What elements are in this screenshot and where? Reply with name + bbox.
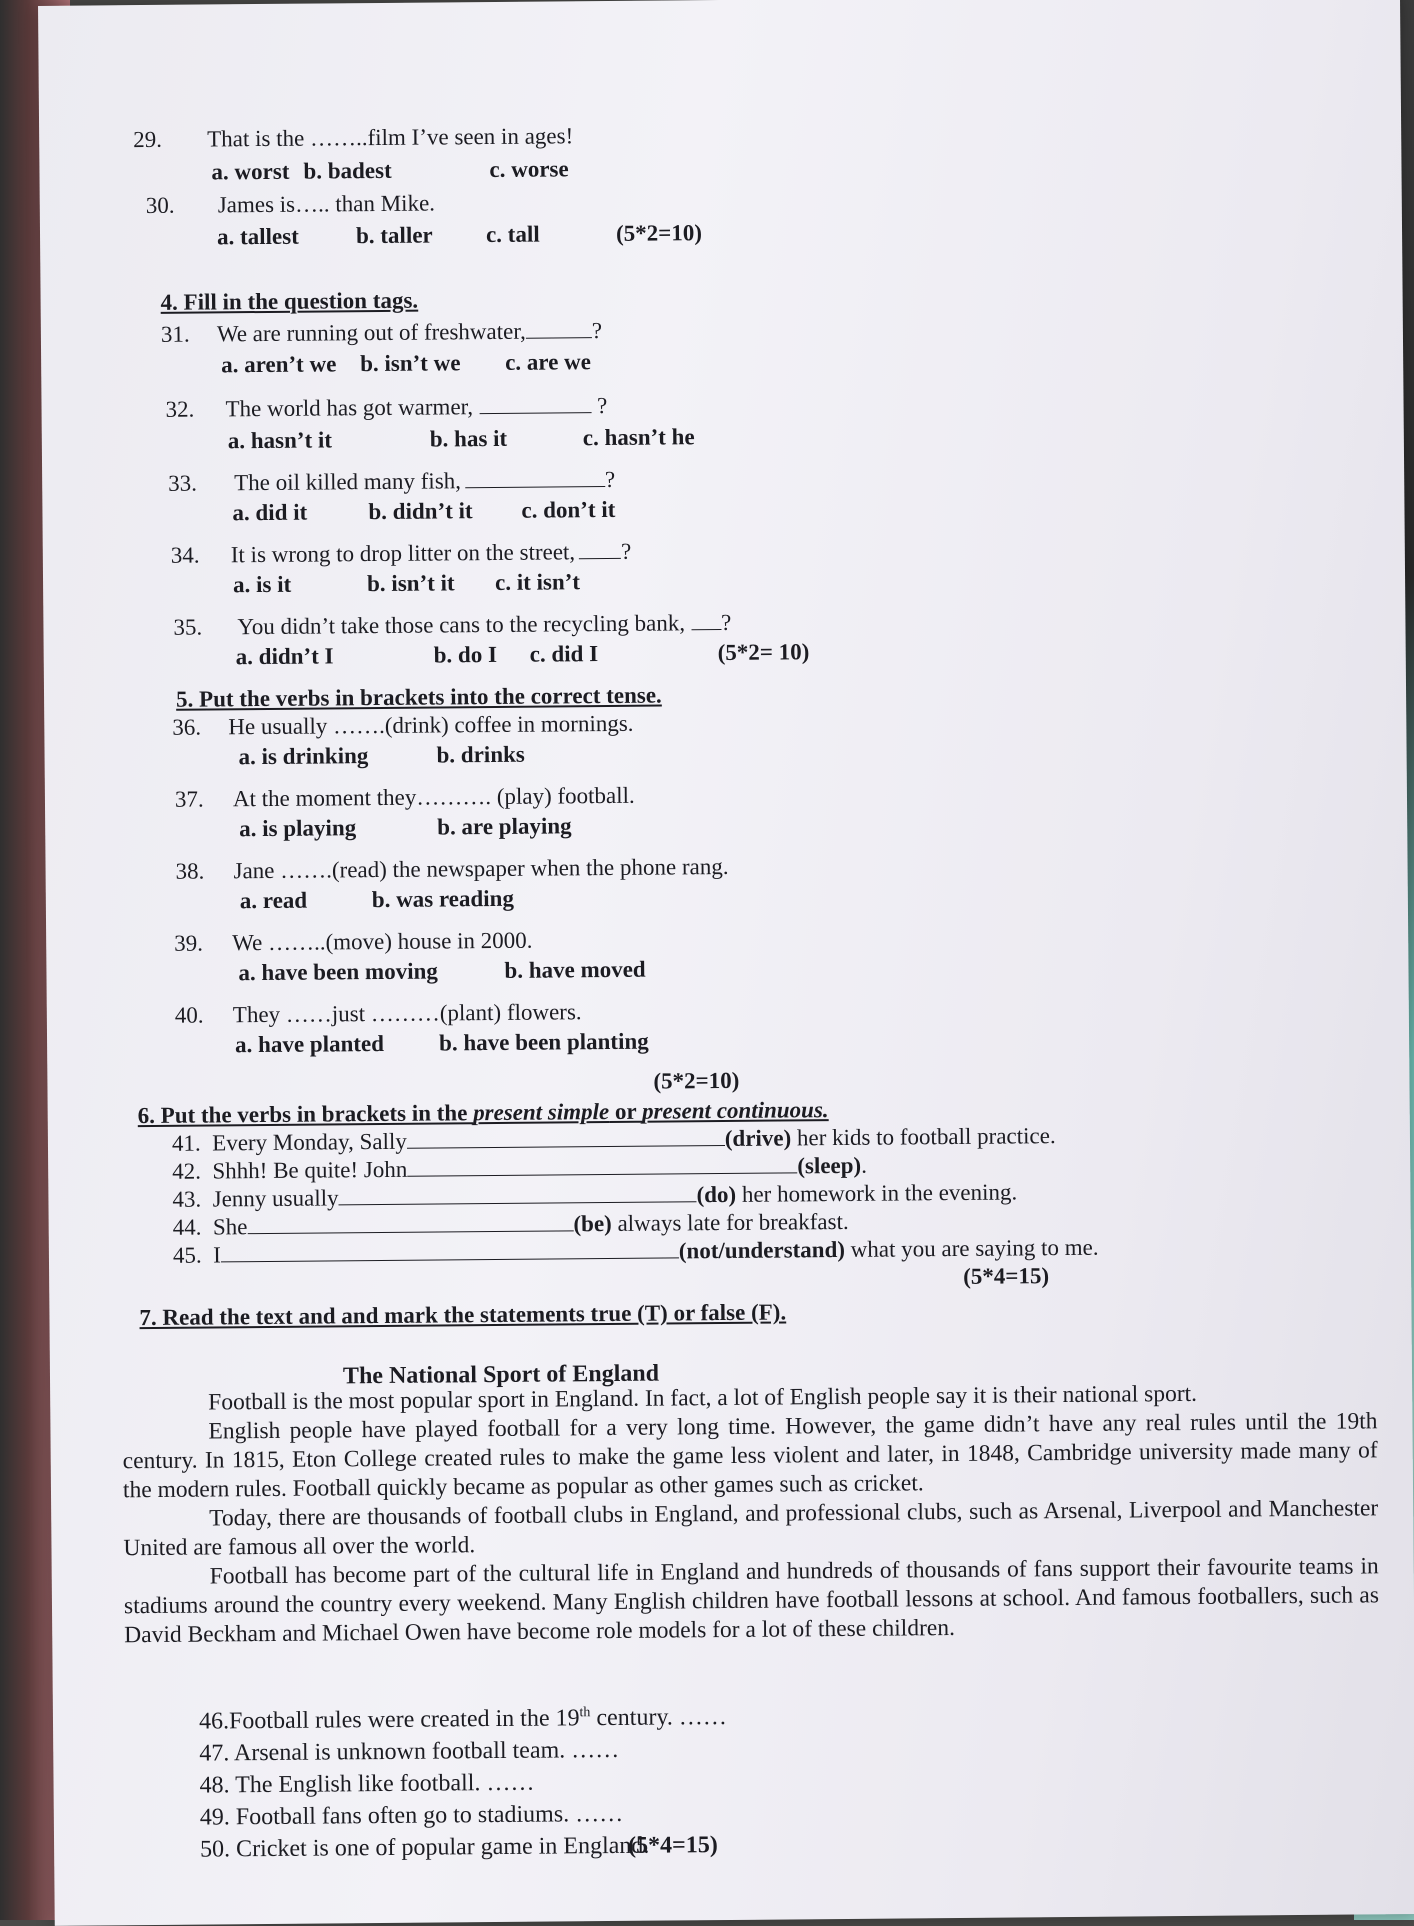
question-number: 37. — [174, 786, 204, 812]
option: b. badest — [303, 157, 392, 184]
question-stem: James is….. than Mike. — [217, 190, 436, 218]
option: a. is drinking — [238, 743, 369, 770]
fill-item: 45. I (not/understand) what you are saying to me. — [172, 1234, 1099, 1268]
option: a. hasn’t it — [227, 427, 333, 454]
passage-title: The National Sport of England — [342, 1360, 660, 1390]
option: a. did it — [232, 499, 308, 526]
option: a. is it — [232, 571, 292, 598]
score-label: (5*2= 10) — [717, 639, 810, 666]
score-label: (5*2=10) — [653, 1067, 740, 1094]
passage-paragraph: Football is the most popular sport in England. In fact, a lot of English people say it is their national sport. — [208, 1380, 1198, 1416]
question-number: 34. — [170, 542, 200, 568]
option: b. isn’t we — [360, 350, 461, 377]
section-4-heading: 4. Fill in the question tags. — [160, 287, 419, 315]
question-stem: Jane …….(read) the newspaper when the phone rang. — [233, 853, 729, 884]
section-5-heading: 5. Put the verbs in brackets into the correct tense. — [175, 682, 662, 712]
reading-passage — [122, 1378, 1379, 1650]
answer-blank[interactable] — [526, 317, 592, 339]
option: c. hasn’t he — [582, 424, 695, 451]
question-number: 31. — [160, 321, 190, 347]
question-stem: They ……just ………(plant) flowers. — [232, 999, 582, 1028]
option: b. are playing — [437, 813, 572, 840]
question-number: 39. — [174, 930, 204, 956]
option: c. tall — [485, 221, 540, 248]
option: b. have moved — [504, 956, 646, 983]
statement-item: 48. The English like football. …… — [199, 1769, 535, 1799]
fill-item: 42. Shhh! Be quite! John (sleep). — [172, 1152, 868, 1184]
answer-blank[interactable] — [221, 1237, 679, 1262]
question-stem: At the moment they………. (play) football. — [232, 782, 635, 812]
statement-item: 47. Arsenal is unknown football team. …… — [199, 1736, 620, 1767]
answer-blank[interactable] — [407, 1125, 725, 1149]
answer-blank[interactable] — [479, 392, 591, 414]
option: b. drinks — [436, 741, 525, 768]
answer-blank[interactable] — [247, 1210, 573, 1234]
option: b. have been planting — [438, 1028, 649, 1056]
option: b. isn’t it — [366, 570, 455, 597]
question-stem: The world has got warmer, ? — [225, 392, 608, 422]
question-number: 35. — [173, 614, 203, 640]
question-number: 40. — [174, 1002, 204, 1028]
fill-item: 43. Jenny usually (do) her homework in the evening. — [172, 1179, 1018, 1212]
answer-blank[interactable] — [465, 466, 605, 488]
option: b. didn’t it — [368, 498, 473, 525]
option: a. aren’t we — [221, 351, 337, 378]
question-number: 38. — [175, 858, 205, 884]
question-number: 36. — [172, 714, 202, 740]
answer-blank[interactable] — [579, 538, 621, 559]
option: b. taller — [355, 222, 433, 249]
question-stem: He usually …….(drink) coffee in mornings. — [228, 710, 634, 740]
question-stem: We are running out of freshwater, ? — [216, 318, 603, 347]
exam-sheet — [38, 0, 1414, 1926]
sheet-content — [38, 0, 1414, 1926]
statement-item: 50. Cricket is one of popular game in England. — [200, 1832, 650, 1863]
option: b. has it — [429, 425, 508, 452]
answer-blank[interactable] — [338, 1181, 696, 1205]
option: a. have planted — [234, 1030, 385, 1058]
option: a. didn’t I — [235, 643, 334, 670]
score-label: (5*4=15) — [963, 1263, 1050, 1289]
fill-item: 44. She (be) always late for breakfast. — [172, 1208, 849, 1240]
question-stem: That is the ……..film I’ve seen in ages! — [207, 123, 574, 152]
question-number: 30. — [145, 192, 175, 219]
option: c. did I — [529, 641, 599, 667]
question-stem: You didn’t take those cans to the recycling bank, ? — [237, 609, 732, 640]
question-number: 33. — [168, 470, 198, 496]
passage-paragraph: Today, there are thousands of football clubs in England, and professional clubs, such as Arsenal, Liverpool and Manchester United are famous all over the world. — [123, 1495, 1379, 1562]
passage-paragraph: Football has become part of the cultural life in England and hundreds of thousands of fans support their favourite teams in stadiums around the country every weekend. Many English children have football lessons at school. And famous footballers, such as David Beckham and Michael Owen have become role models for a lot of these children. — [123, 1553, 1380, 1649]
option: c. are we — [505, 349, 592, 375]
option: a. have been moving — [238, 958, 438, 986]
option: a. worst — [211, 158, 290, 185]
statement-item: 49. Football fans often go to stadiums. …… — [199, 1800, 624, 1831]
option: b. do I — [433, 641, 498, 668]
question-number: 29. — [133, 126, 163, 153]
passage-paragraph: English people have played football for a very long time. However, the game didn’t have any real rules until the 19th century. In 1815, Eton College created rules to make the game less violent and later, in 1848, Cambridge university made many of the modern rules. Football quickly became as popular as other games such as cricket. — [122, 1408, 1378, 1504]
section-7-heading: 7. Read the text and and mark the statements true (T) or false (F). — [139, 1299, 787, 1331]
option: a. read — [239, 887, 308, 914]
section-6-heading: 6. Put the verbs in brackets in the present simple or present continuous. — [137, 1097, 829, 1129]
question-stem: We ……..(move) house in 2000. — [232, 927, 533, 956]
option: c. don’t it — [521, 496, 616, 523]
question-number: 32. — [165, 396, 195, 422]
option: a. tallest — [216, 223, 299, 250]
option: b. was reading — [371, 885, 515, 913]
score-label: (5*2=10) — [615, 220, 703, 246]
statement-item: 46.Football rules were created in the 19th century. …… — [198, 1703, 727, 1735]
question-stem: It is wrong to drop litter on the street, ? — [230, 538, 632, 568]
option: a. is playing — [239, 815, 357, 842]
fill-item: 41. Every Monday, Sally (drive) her kids to football practice. — [171, 1123, 1056, 1156]
question-stem: The oil killed many fish, ? — [234, 466, 616, 496]
score-label: (5*4=15) — [627, 1832, 718, 1859]
answer-blank[interactable] — [691, 609, 721, 630]
answer-blank[interactable] — [407, 1152, 797, 1176]
option: c. worse — [489, 156, 569, 183]
option: c. it isn’t — [494, 569, 581, 595]
